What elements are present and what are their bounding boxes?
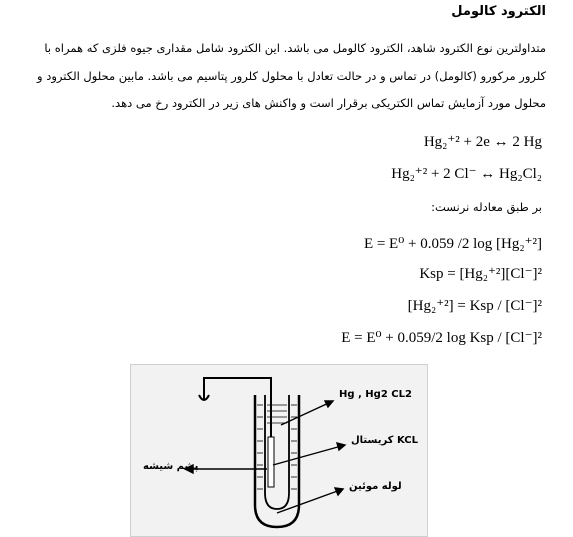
paragraph-line-1: متداولترین نوع الکترود شاهد، الکترود کالومل می باشد. این الکترود شامل مقداری جیوه فلزی که همراه با (44, 41, 546, 55)
equation-final: E = E⁰ + 0.059/2 log Ksp / [Cl⁻]² (341, 330, 542, 346)
equation-precipitation: Hg₂⁺² + 2 Cl⁻ ↔ Hg₂Cl₂ (391, 166, 542, 182)
paragraph-line-3: محلول مورد آزمایش تماس الکتریکی برقرار است و واکنش های زیر در الکترود رخ می دهد. (111, 96, 546, 110)
label-kcl: KCL کریستال (351, 435, 418, 446)
equation-nernst: E = E⁰ + 0.059 /2 log [Hg₂⁺²] (363, 236, 542, 252)
calomel-electrode-figure (130, 364, 428, 537)
equation-reduction: Hg₂⁺² + 2e ↔ 2 Hg (423, 134, 542, 150)
wire (204, 378, 271, 399)
equation-hg-concentration: [Hg₂⁺²] = Ksp / [Cl⁻]² (407, 298, 542, 314)
nernst-intro: بر طبق معادله نرنست: (431, 200, 542, 214)
paragraph-line-2: کلرور مرکورو (کالومل) در تماس و در حالت تعادل با محلول کلرور پتاسیم می باشد. مابین محلول الکترود و (37, 69, 546, 83)
label-glass-wool: پشم شیشه (143, 461, 199, 472)
label-capillary: لوله موئین (349, 481, 402, 492)
kcl-hatching (257, 405, 297, 489)
mercury-column (268, 437, 274, 487)
page-title: الکترود کالومل (451, 4, 546, 19)
equation-ksp: Ksp = [Hg₂⁺²][Cl⁻]² (419, 266, 542, 282)
label-hg: Hg , Hg2 CL2 (339, 389, 412, 400)
